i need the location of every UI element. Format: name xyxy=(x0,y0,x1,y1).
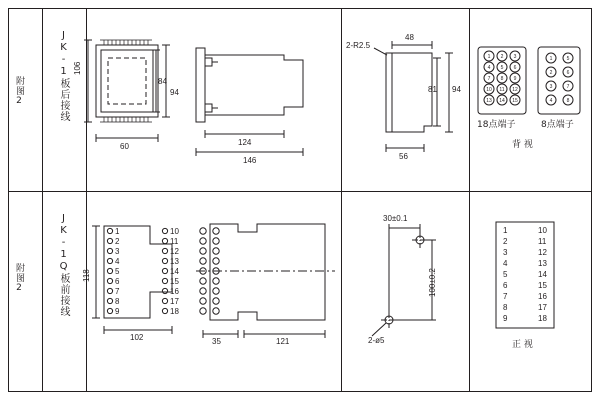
row2-front-num-6: 6 xyxy=(115,277,120,286)
row1-model-label: JK-1板后接线 xyxy=(58,30,69,122)
row2-panel-num-16: 16 xyxy=(538,292,547,301)
row1-terminal-18-caption: 18点端子 xyxy=(477,120,516,130)
row2-panel-num-15: 15 xyxy=(538,281,547,290)
row2-dim-35: 35 xyxy=(212,337,221,346)
row2-panel-num-7: 7 xyxy=(503,292,508,301)
row2-panel-num-17: 17 xyxy=(538,303,547,312)
row2-dim-102: 102 xyxy=(130,333,144,342)
row1-dim-94b: 94 xyxy=(452,85,461,94)
row2-panel-num-2: 2 xyxy=(503,237,508,246)
row1-dim-48: 48 xyxy=(405,33,414,42)
row2-panel-num-9: 9 xyxy=(503,314,508,323)
row2-front-num-14: 14 xyxy=(170,267,179,276)
row1-terminal-8-caption: 8点端子 xyxy=(541,120,574,130)
row2-front-num-10: 10 xyxy=(170,227,179,236)
row1-dim-81: 81 xyxy=(428,85,437,94)
row1-dim-124: 124 xyxy=(238,138,252,147)
svg-text:2: 2 xyxy=(549,70,553,76)
svg-text:13: 13 xyxy=(486,98,492,104)
row2-front-num-15: 15 xyxy=(170,277,179,286)
svg-text:4: 4 xyxy=(487,65,491,71)
row1-dim-60: 60 xyxy=(120,142,129,151)
row2-dim-100: 100±0.2 xyxy=(428,268,437,297)
svg-text:11: 11 xyxy=(499,87,505,93)
svg-text:5: 5 xyxy=(566,56,570,62)
row1-note-r25: 2-R2.5 xyxy=(346,41,371,50)
row2-front-num-5: 5 xyxy=(115,267,120,276)
svg-text:1: 1 xyxy=(487,54,491,60)
row2-model-label: JK-1Q板前接线 xyxy=(58,213,69,317)
row1-dim-106: 106 xyxy=(73,61,82,75)
row2-front-num-12: 12 xyxy=(170,247,179,256)
row2-dim-118: 118 xyxy=(82,269,91,282)
row2-front-num-8: 8 xyxy=(115,297,120,306)
row2-panel-num-14: 14 xyxy=(538,270,547,279)
svg-text:6: 6 xyxy=(513,65,517,71)
row2-front-num-2: 2 xyxy=(115,237,120,246)
svg-text:15: 15 xyxy=(512,98,518,104)
row2-front-num-18: 18 xyxy=(170,307,179,316)
svg-text:3: 3 xyxy=(549,84,553,90)
row2-panel-num-3: 3 xyxy=(503,248,508,257)
row1-dim-94: 94 xyxy=(170,88,179,97)
row1-dim-56: 56 xyxy=(399,152,408,161)
row2-panel-num-4: 4 xyxy=(503,259,508,268)
row2-front-num-11: 11 xyxy=(170,237,179,246)
row2-front-num-4: 4 xyxy=(115,257,120,266)
row2-front-num-3: 3 xyxy=(115,247,120,256)
svg-text:4: 4 xyxy=(549,98,553,104)
svg-text:9: 9 xyxy=(513,76,517,82)
row2-front-num-7: 7 xyxy=(115,287,120,296)
svg-text:1: 1 xyxy=(549,56,553,62)
row2-panel-num-6: 6 xyxy=(503,281,508,290)
row2-figure-label: 附图2 xyxy=(14,263,24,294)
row2-panel-view-caption: 正 视 xyxy=(512,340,533,350)
row1-view-caption: 背 视 xyxy=(512,140,533,150)
svg-text:8: 8 xyxy=(566,98,570,104)
row2-panel-num-12: 12 xyxy=(538,248,547,257)
svg-text:14: 14 xyxy=(499,98,505,104)
row2-panel-num-8: 8 xyxy=(503,303,508,312)
svg-text:6: 6 xyxy=(566,70,570,76)
row2-dim-30: 30±0.1 xyxy=(383,214,408,223)
row2-front-num-1: 1 xyxy=(115,227,120,236)
row2-note-hole: 2-ø5 xyxy=(368,336,385,345)
svg-text:10: 10 xyxy=(486,87,492,93)
row2-front-num-17: 17 xyxy=(170,297,179,306)
svg-text:8: 8 xyxy=(500,76,504,82)
row2-panel-num-11: 11 xyxy=(538,237,547,246)
row1-dim-146: 146 xyxy=(243,156,257,165)
svg-text:3: 3 xyxy=(513,54,517,60)
row2-front-num-16: 16 xyxy=(170,287,179,296)
row2-front-num-9: 9 xyxy=(115,307,120,316)
svg-text:7: 7 xyxy=(566,84,570,90)
svg-text:7: 7 xyxy=(487,76,491,82)
svg-text:2: 2 xyxy=(500,54,504,60)
row1-figure-label: 附图2 xyxy=(14,76,24,107)
row2-panel-num-5: 5 xyxy=(503,270,508,279)
row1-dim-84: 84 xyxy=(158,77,167,86)
row2-panel-num-13: 13 xyxy=(538,259,547,268)
row2-dim-121: 121 xyxy=(276,337,290,346)
svg-text:5: 5 xyxy=(500,65,504,71)
row2-panel-num-18: 18 xyxy=(538,314,547,323)
svg-text:12: 12 xyxy=(512,87,518,93)
row2-panel-num-10: 10 xyxy=(538,226,547,235)
row2-panel-num-1: 1 xyxy=(503,226,508,235)
row2-front-num-13: 13 xyxy=(170,257,179,266)
